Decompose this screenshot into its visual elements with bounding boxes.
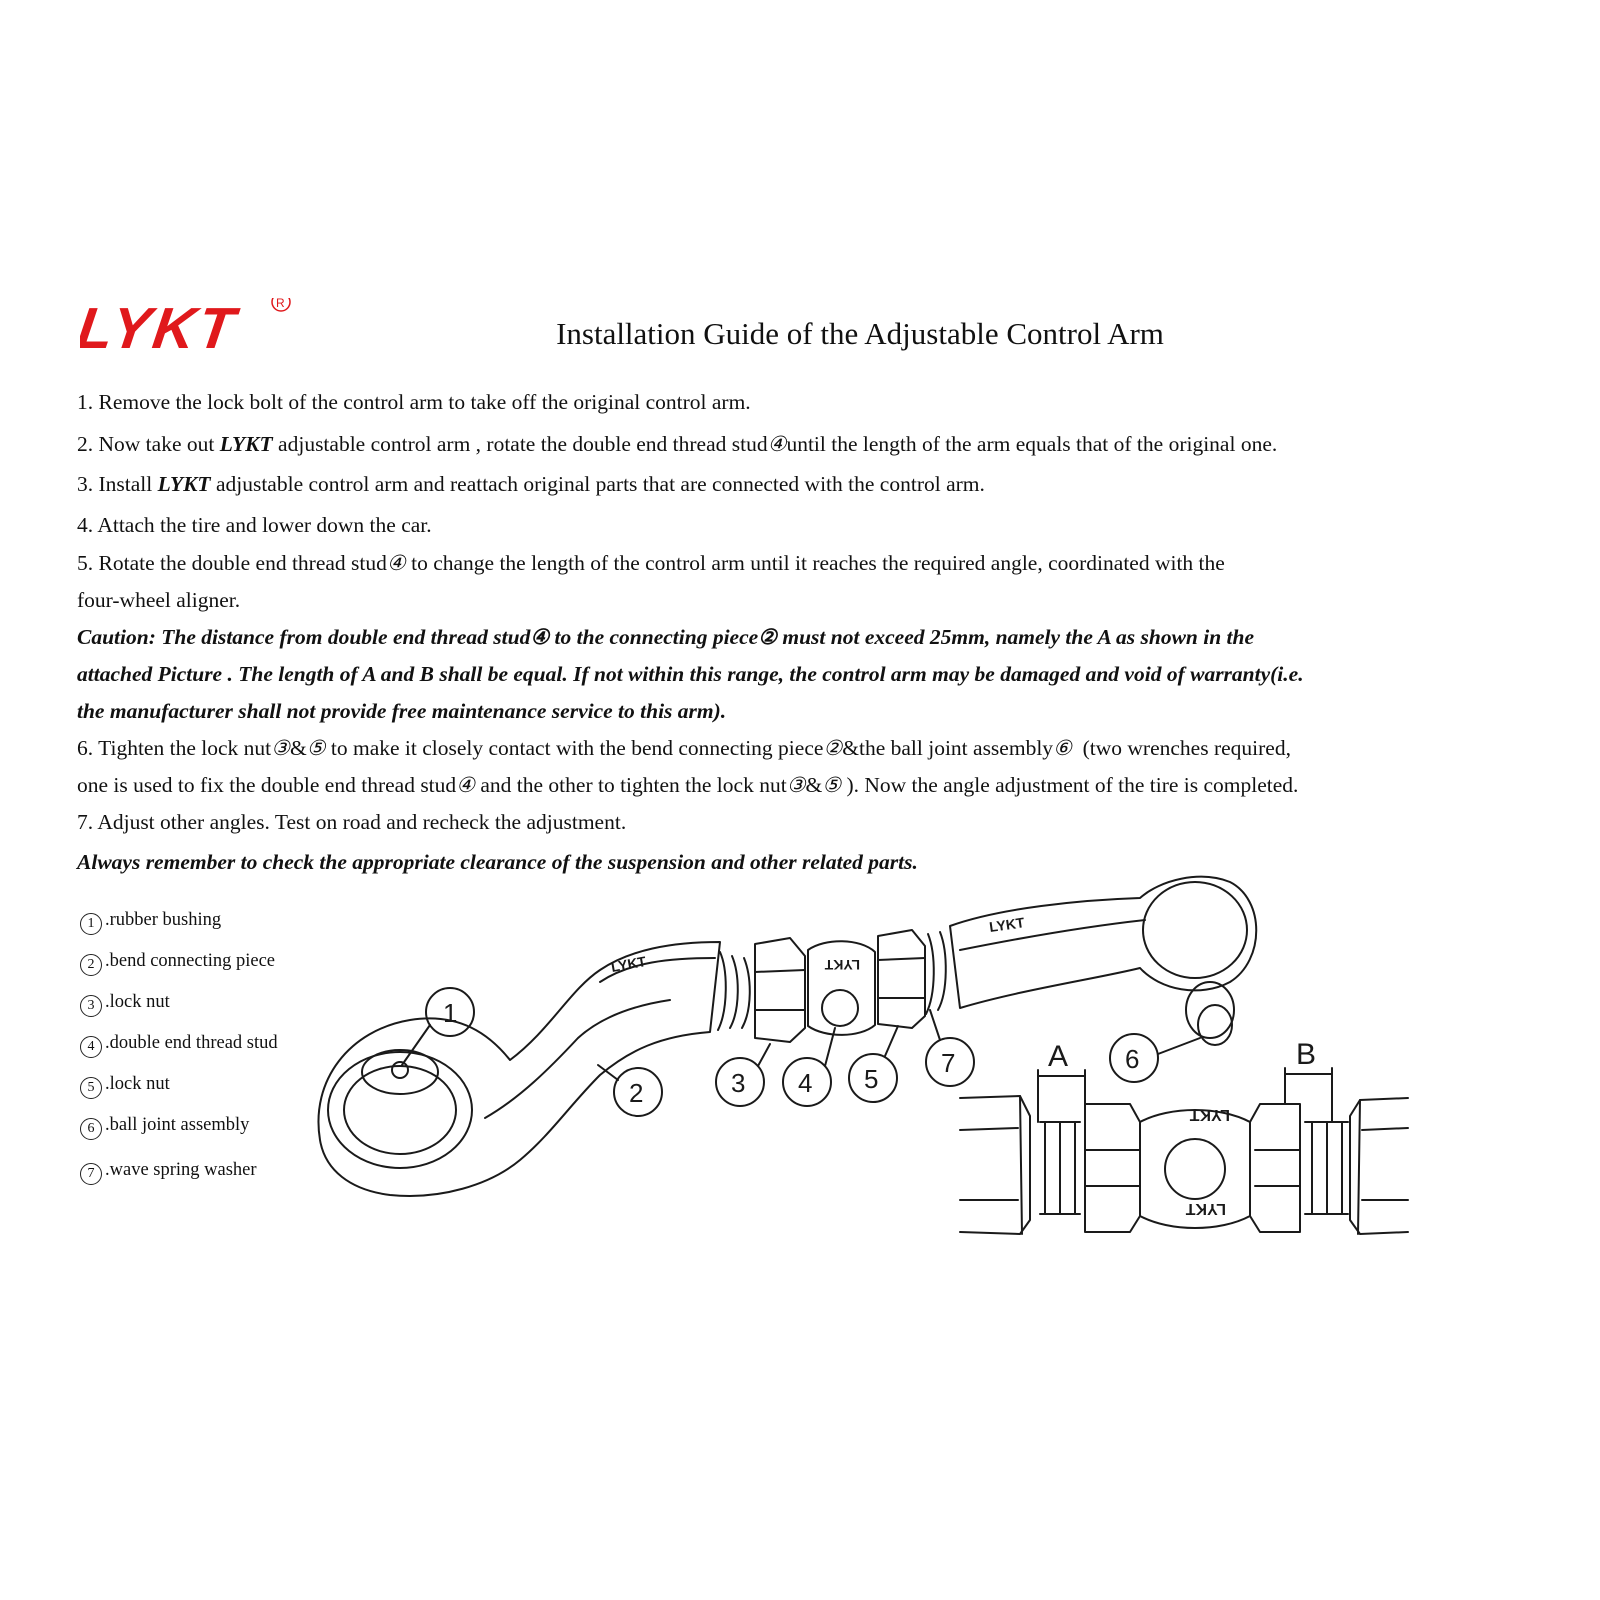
callout-6 (1110, 1034, 1200, 1082)
svg-text:7: 7 (941, 1048, 956, 1078)
circled-number: ② (758, 624, 777, 649)
legend-item: 2 .bend connecting piece (80, 951, 275, 976)
ball-joint-assembly (950, 877, 1256, 1045)
lykt-logo (80, 298, 310, 378)
callout-4 (783, 1028, 835, 1106)
brand-name: LYKT (219, 432, 273, 456)
step-5-continued: four-wheel aligner. (77, 588, 241, 612)
detail-stud-brand-top: LYKT (1189, 1106, 1230, 1123)
step-4: 4. Attach the tire and lower down the car. (77, 513, 432, 537)
svg-text:6: 6 (1125, 1044, 1140, 1074)
circled-number: ④ (767, 432, 787, 456)
joint-brand-text: LYKT (988, 914, 1026, 935)
svg-text:5: 5 (864, 1064, 879, 1094)
svg-text:3: 3 (731, 1068, 746, 1098)
dimension-a-label: A (1048, 1040, 1069, 1073)
step-6: 6. Tighten the lock nut③&⑤ to make it closely contact with the bend connecting piece②&the ball joint assembly⑥ (two wrenches required, (77, 736, 1291, 760)
callout-3 (716, 1044, 770, 1106)
legend-item: 7 .wave spring washer (80, 1160, 257, 1185)
callout-2 (598, 1065, 662, 1116)
circled-number: ⑤ (306, 736, 326, 760)
svg-text:1: 1 (443, 998, 458, 1028)
arm-brand-text: LYKT (609, 953, 648, 975)
legend-number: 4 (80, 1036, 102, 1058)
wave-spring-washer-left (718, 952, 750, 1030)
lock-nut-right (878, 930, 925, 1028)
double-end-thread-stud (808, 941, 875, 1035)
lock-nut-left (755, 938, 805, 1042)
circled-number: ⑤ (822, 773, 842, 797)
step-5: 5. Rotate the double end thread stud④ to change the length of the control arm until it reaches the required angle, coordinated with the (77, 551, 1225, 575)
legend-number: 6 (80, 1118, 102, 1140)
svg-text:2: 2 (629, 1078, 644, 1108)
circled-number: ③ (786, 773, 806, 797)
circled-number: ④ (456, 773, 475, 797)
control-arm-diagram (300, 860, 1580, 1280)
step-3: 3. Install LYKT adjustable control arm and reattach original parts that are connected with the control arm. (77, 472, 985, 496)
wave-spring-washer-right (926, 932, 946, 1014)
caution-line-2: attached Picture . The length of A and B shall be equal. If not within this range, the control arm may be damaged and void of warranty(i.e. (77, 662, 1304, 686)
detail-stud-brand-bottom: LYKT (1185, 1200, 1226, 1217)
legend-item: 1 .rubber bushing (80, 910, 221, 935)
svg-text:4: 4 (798, 1068, 813, 1098)
caution-line-1: Caution: The distance from double end thread stud④ to the connecting piece② must not exceed 25mm, namely the A as shown in the (77, 624, 1255, 649)
step-6-continued: one is used to fix the double end thread stud④ and the other to tighten the lock nut③&⑤ ). Now the angle adjustment of the tire is completed. (77, 773, 1299, 797)
page-title: Installation Guide of the Adjustable Control Arm (556, 316, 1164, 351)
step-2: 2. Now take out LYKT adjustable control arm , rotate the double end thread stud④until the length of the arm equals that of the original one. (77, 432, 1278, 456)
callout-5 (849, 1026, 898, 1102)
dimension-b-label: B (1296, 1038, 1317, 1071)
circled-number: ② (823, 736, 843, 760)
legend-number: 5 (80, 1077, 102, 1099)
brand-name: LYKT (157, 472, 211, 496)
legend-item: 3 .lock nut (80, 992, 170, 1017)
legend-item: 6 .ball joint assembly (80, 1115, 249, 1140)
circled-number: ④ (386, 551, 406, 575)
legend-number: 2 (80, 954, 102, 976)
reminder-note: Always remember to check the appropriate clearance of the suspension and other related parts. (77, 850, 918, 874)
legend-item: 5 .lock nut (80, 1074, 170, 1099)
step-7: 7. Adjust other angles. Test on road and recheck the adjustment. (77, 810, 627, 834)
circled-number: ④ (530, 624, 550, 649)
detail-view (960, 1038, 1408, 1234)
caution-line-3: the manufacturer shall not provide free maintenance service to this arm). (77, 699, 727, 723)
circled-number: ⑥ (1053, 736, 1072, 760)
callout-7 (926, 1010, 974, 1086)
circled-number: ③ (271, 736, 290, 760)
stud-brand-text: LYKT (824, 957, 860, 973)
logo-text: LYKT (80, 298, 242, 361)
legend-number: 7 (80, 1163, 102, 1185)
registered-letter: R (276, 298, 285, 310)
legend-item: 4 .double end thread stud (80, 1033, 278, 1058)
step-1: 1. Remove the lock bolt of the control arm to take off the original control arm. (77, 390, 751, 414)
legend-number: 1 (80, 913, 102, 935)
rubber-bushing (328, 1050, 472, 1168)
legend-number: 3 (80, 995, 102, 1017)
